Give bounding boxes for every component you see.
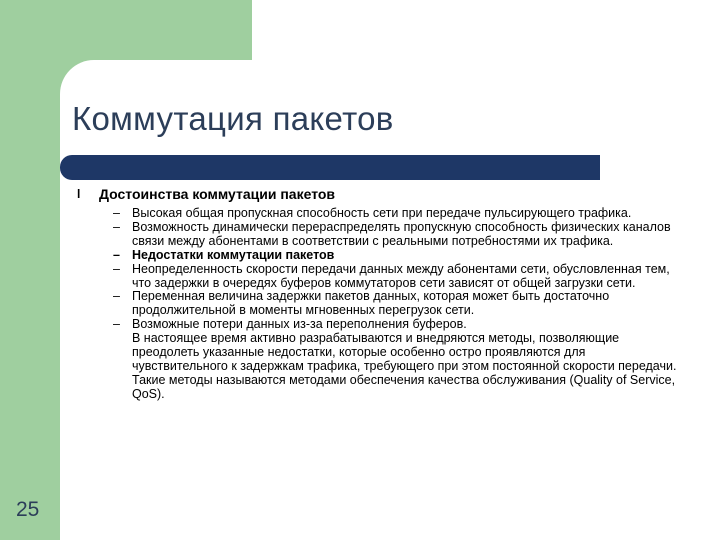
list-item	[77, 290, 677, 318]
sub-list	[77, 207, 677, 402]
section-heading: Достоинства коммутации пакетов	[99, 186, 336, 202]
dash-marker: –	[113, 289, 120, 304]
list-item-text: Высокая общая пропускная способность сети при передаче пульсирующего трафика.	[132, 206, 632, 220]
dash-marker: –	[113, 247, 120, 262]
list-item-text: Переменная величина задержки пакетов данных, которая может быть достаточно продолжительной в моменты мгновенных перегрузок сети.	[132, 289, 610, 318]
list-item	[77, 207, 677, 221]
bullet-marker: l	[77, 187, 81, 201]
page-number: 25	[16, 498, 40, 521]
list-item	[77, 263, 677, 291]
list-item-text: Возможные потери данных из-за переполнения буферов.	[132, 317, 467, 332]
list-item-continuation: В настоящее время активно разрабатываются и внедряются методы, позволяющие преодолеть указанные недостатки, которые особенно остро проявляются для чувствительного к задержкам трафика, требующего при этом постоянной скорости передачи. Такие методы называются методами обеспечения качества обслуживания (Quality of Service, QoS).	[132, 331, 677, 401]
list-item	[77, 318, 677, 401]
list-item-subheading	[77, 249, 677, 263]
bullet-item	[77, 186, 677, 203]
dash-marker: –	[113, 317, 120, 332]
list-item	[77, 221, 677, 249]
list-item-text: Возможность динамически перераспределять пропускную способность физических каналов связи между абонентами в соответствии с реальными потребностями их трафика.	[132, 219, 671, 248]
title-underline-bar	[60, 155, 600, 180]
slide-title: Коммутация пакетов	[72, 100, 394, 137]
dash-marker: –	[113, 206, 120, 220]
dash-marker: –	[113, 219, 120, 234]
list-item-text: Недостатки коммутации пакетов	[132, 247, 335, 262]
list-item-text: Неопределенность скорости передачи данных между абонентами сети, обусловленная тем, что задержки в очередях буферов коммутаторов сети зависят от общей загрузки сети.	[132, 261, 670, 290]
slide-content	[77, 186, 677, 402]
dash-marker: –	[113, 261, 120, 276]
